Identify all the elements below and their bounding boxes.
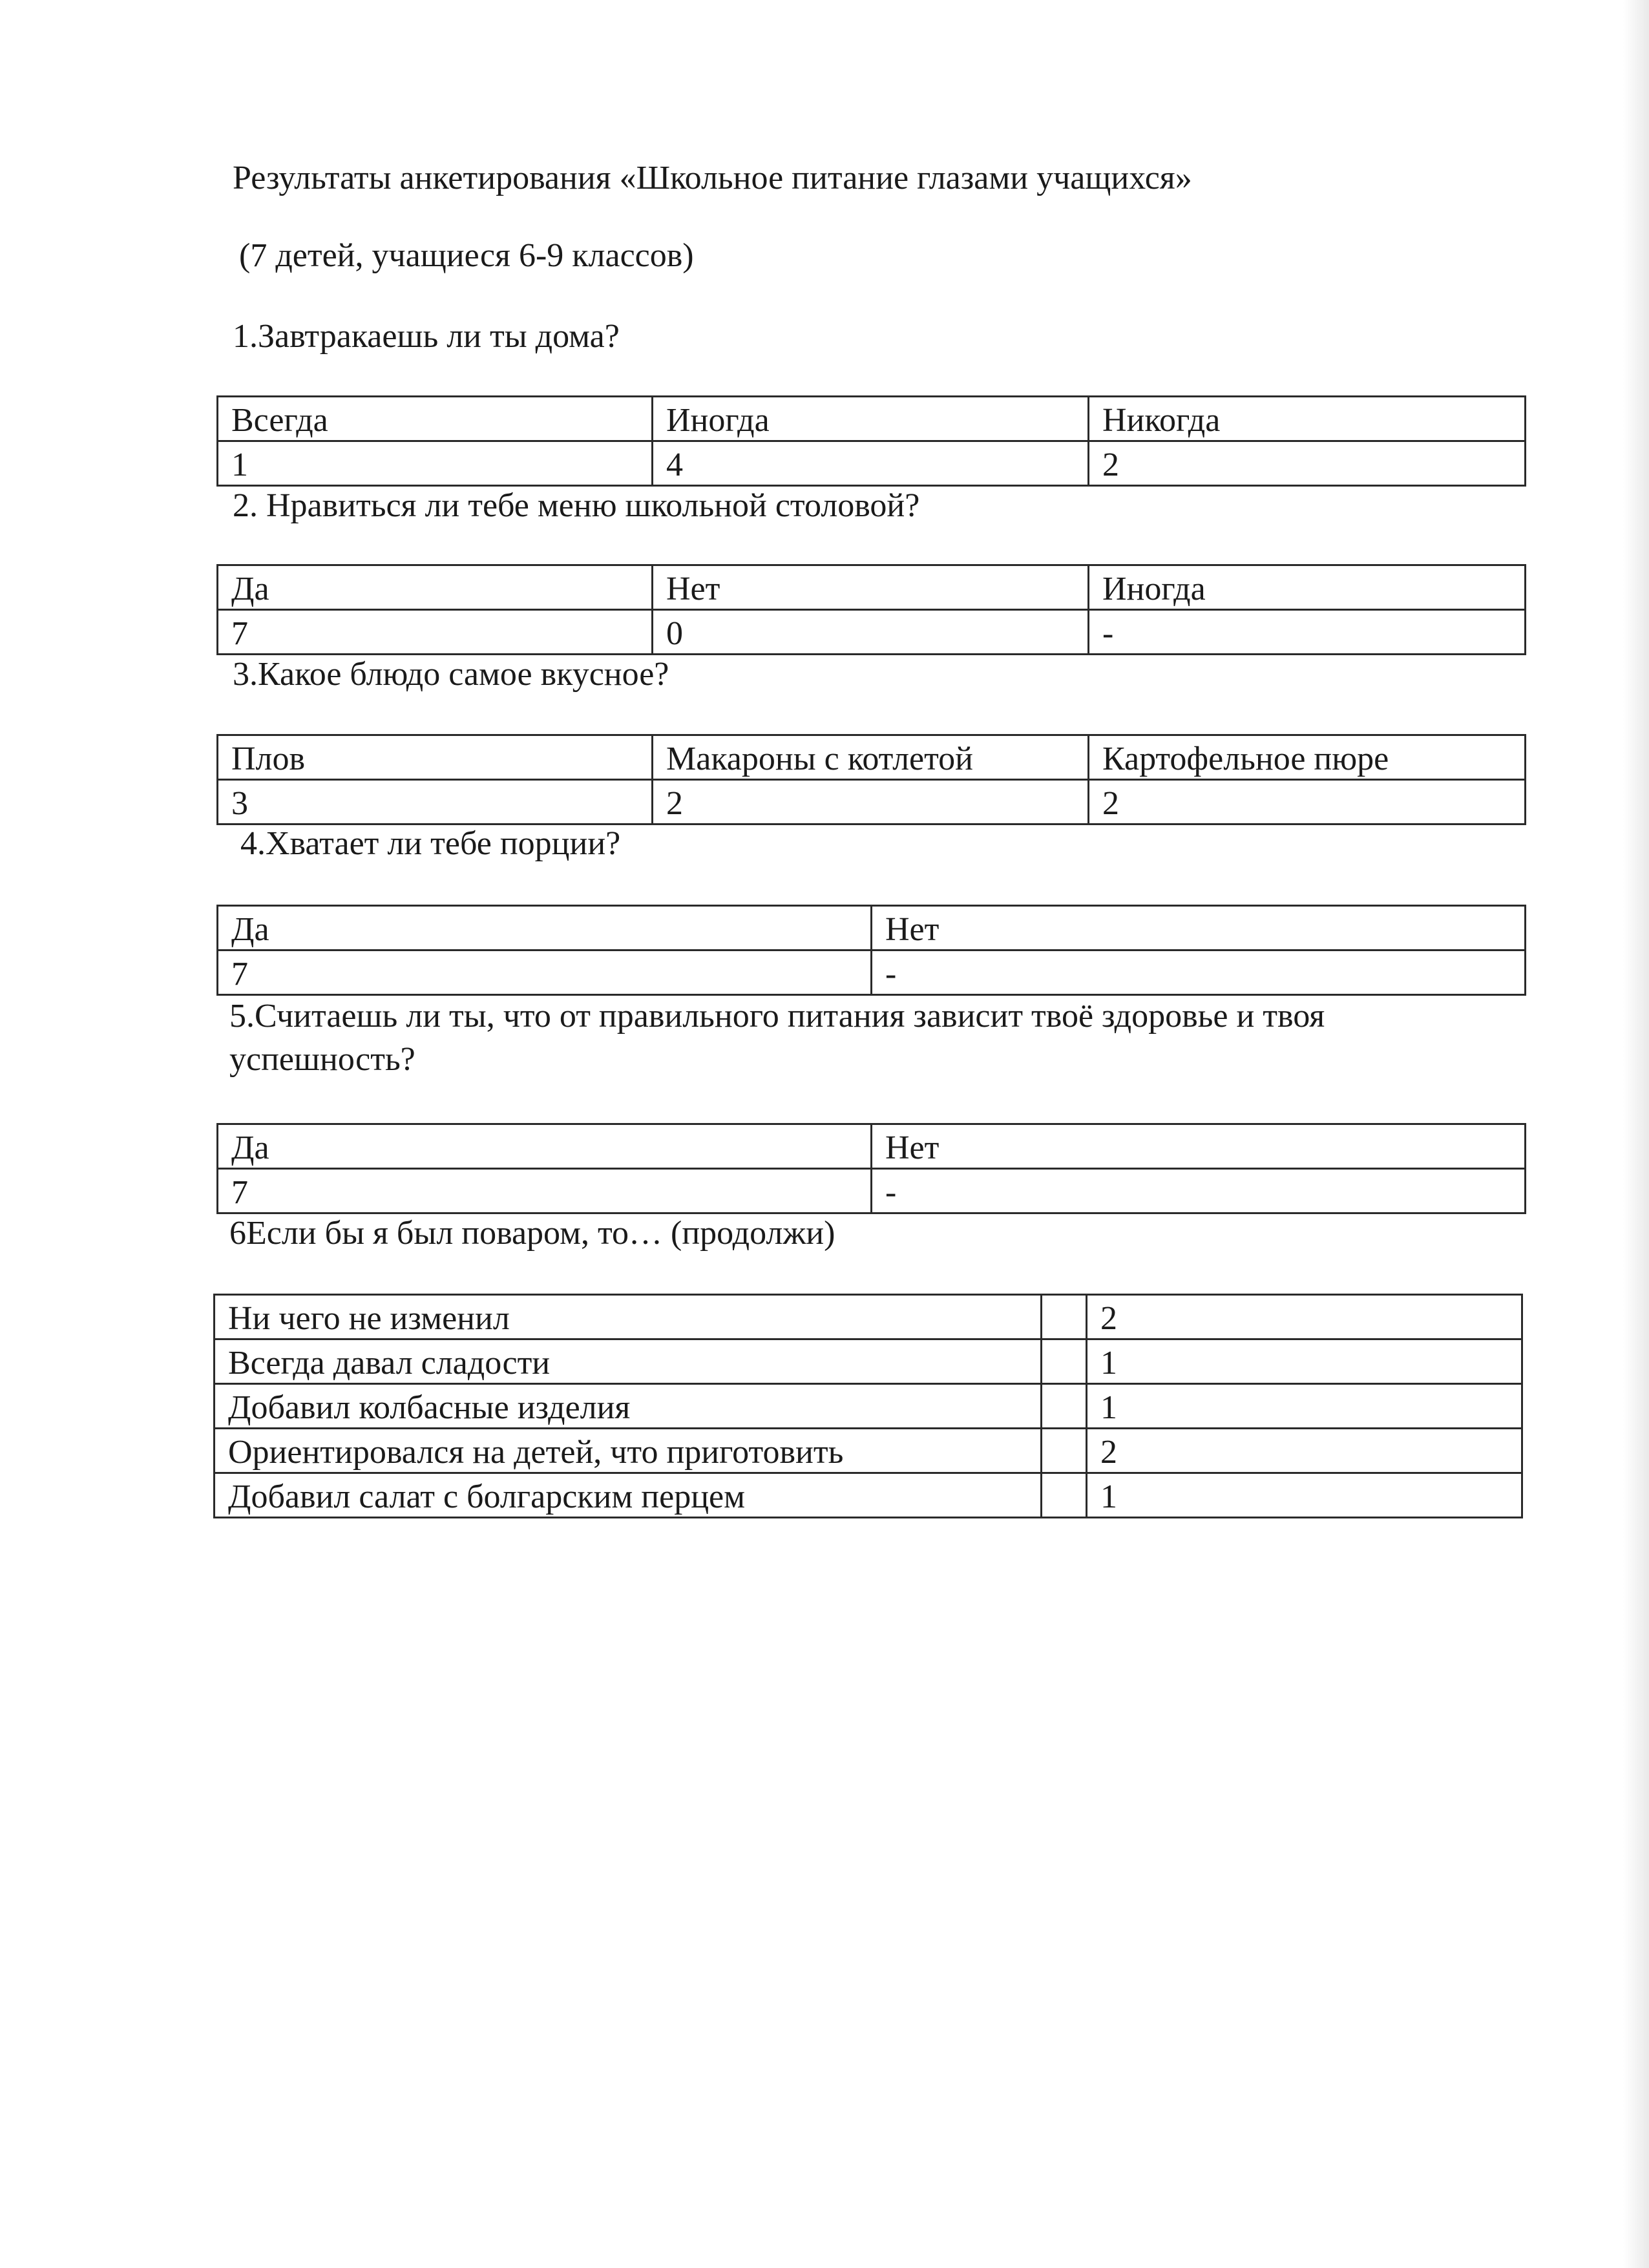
table-header-row: [218, 1124, 1526, 1169]
question-3: 3.Какое блюдо самое вкусное?: [233, 656, 669, 693]
table-row: [215, 1339, 1522, 1384]
q3-header-pasta-cutlet: Макароны с котлетой: [653, 735, 1089, 780]
table-row: [218, 780, 1526, 824]
table-header-row: [218, 906, 1526, 950]
q4-value-yes: 7: [218, 950, 872, 995]
document-subtitle: (7 детей, учащиеся 6-9 классов): [239, 237, 694, 274]
q3-value-mashed-potato: 2: [1089, 780, 1526, 824]
q5-value-yes: 7: [218, 1169, 872, 1213]
q1-value-always: 1: [218, 441, 653, 486]
table-header-row: [218, 565, 1526, 610]
question-2: 2. Нравиться ли тебе меню школьной столовой?: [233, 487, 920, 524]
q5-table: [216, 1123, 1526, 1214]
q5-header-no: Нет: [872, 1124, 1526, 1169]
q1-value-sometimes: 4: [653, 441, 1089, 486]
question-4: 4.Хватает ли тебе порции?: [240, 825, 621, 862]
q5-value-no: -: [872, 1169, 1526, 1213]
question-5: 5.Считаешь ли ты, что от правильного питания зависит твоё здоровье и твоя успешность?: [229, 998, 1325, 1078]
table-row: [218, 950, 1526, 995]
document-title: Результаты анкетирования «Школьное питание глазами учащихся»: [233, 160, 1192, 196]
q3-table: [216, 734, 1526, 825]
table-row: [218, 1169, 1526, 1213]
q6-count: 1: [1087, 1384, 1522, 1429]
table-row: [218, 610, 1526, 655]
q5-header-yes: Да: [218, 1124, 872, 1169]
q6-count: 2: [1087, 1295, 1522, 1339]
q3-header-pilaf: Плов: [218, 735, 653, 780]
q1-table: [216, 395, 1526, 487]
q4-table: [216, 905, 1526, 996]
q6-empty-cell: [1042, 1339, 1087, 1384]
q2-header-yes: Да: [218, 565, 653, 610]
scan-edge-shadow: [1623, 0, 1649, 2268]
q3-value-pilaf: 3: [218, 780, 653, 824]
q2-value-yes: 7: [218, 610, 653, 655]
q6-answer: Ориентировался на детей, что приготовить: [215, 1429, 1042, 1473]
question-6: 6Если бы я был поваром, то… (продолжи): [229, 1215, 835, 1252]
q3-header-mashed-potato: Картофельное пюре: [1089, 735, 1526, 780]
q6-empty-cell: [1042, 1295, 1087, 1339]
q1-value-never: 2: [1089, 441, 1526, 486]
q4-header-no: Нет: [872, 906, 1526, 950]
q4-header-yes: Да: [218, 906, 872, 950]
q2-header-no: Нет: [653, 565, 1089, 610]
q6-empty-cell: [1042, 1429, 1087, 1473]
q6-empty-cell: [1042, 1473, 1087, 1518]
q1-header-always: Всегда: [218, 397, 653, 441]
q6-count: 2: [1087, 1429, 1522, 1473]
q6-count: 1: [1087, 1339, 1522, 1384]
table-row: [215, 1429, 1522, 1473]
table-row: [215, 1384, 1522, 1429]
q3-value-pasta-cutlet: 2: [653, 780, 1089, 824]
q6-table: [213, 1294, 1523, 1518]
q2-value-sometimes: -: [1089, 610, 1526, 655]
q2-value-no: 0: [653, 610, 1089, 655]
table-row: [215, 1295, 1522, 1339]
q2-header-sometimes: Иногда: [1089, 565, 1526, 610]
q2-table: [216, 564, 1526, 655]
q1-header-sometimes: Иногда: [653, 397, 1089, 441]
table-header-row: [218, 397, 1526, 441]
q6-answer: Добавил салат с болгарским перцем: [215, 1473, 1042, 1518]
q6-answer: Всегда давал сладости: [215, 1339, 1042, 1384]
table-row: [215, 1473, 1522, 1518]
q6-answer: Ни чего не изменил: [215, 1295, 1042, 1339]
question-1: 1.Завтракаешь ли ты дома?: [233, 318, 620, 355]
q4-value-no: -: [872, 950, 1526, 995]
table-header-row: [218, 735, 1526, 780]
q1-header-never: Никогда: [1089, 397, 1526, 441]
q6-answer: Добавил колбасные изделия: [215, 1384, 1042, 1429]
q6-empty-cell: [1042, 1384, 1087, 1429]
table-row: [218, 441, 1526, 486]
q6-count: 1: [1087, 1473, 1522, 1518]
